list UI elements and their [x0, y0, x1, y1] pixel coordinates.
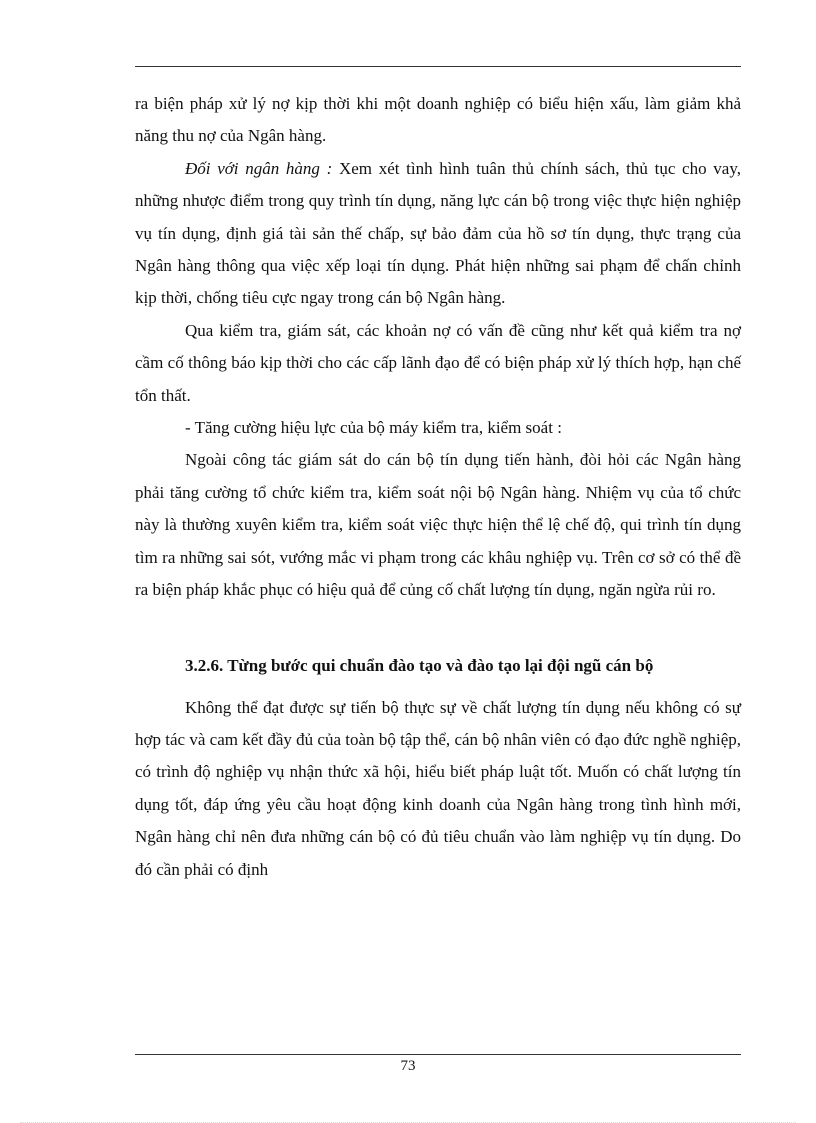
page-number: 73 — [400, 1058, 416, 1074]
paragraph-text: Xem xét tình hình tuân thủ chính sách, thủ tục cho vay, những nhược điểm trong quy trình tín dụng, năng lực cán bộ trong việc thực hiện nghiệp vụ tín dụng, định giá tài sản thế chấp, sự bảo đảm của hồ sơ tín dụng, thực trạng của Ngân hàng thông qua việc xếp loại tín dụng. Phát hiện những sai phạm để chấn chỉnh kịp thời, chống tiêu cực ngay trong cán bộ Ngân hàng. — [135, 158, 741, 308]
header-rule — [135, 66, 741, 67]
body-paragraph — [135, 153, 741, 315]
section-heading: 3.2.6. Từng bước qui chuẩn đào tạo và đào tạo lại đội ngũ cán bộ — [185, 655, 654, 675]
body-paragraph: Ngoài công tác giám sát do cán bộ tín dụng tiến hành, đòi hỏi các Ngân hàng phải tăng cường tổ chức kiểm tra, kiểm soát nội bộ Ngân hàng. Nhiệm vụ của tổ chức này là thường xuyên kiểm tra, kiểm soát việc thực hiện thể lệ chế độ, qui trình tín dụng tìm ra những sai sót, vướng mắc vi phạm trong các khâu nghiệp vụ. Trên cơ sở có thể đề ra biện pháp khắc phục có hiệu quả để củng cố chất lượng tín dụng, ngăn ngừa rủi ro. — [135, 450, 741, 600]
footer-rule — [135, 1054, 741, 1055]
paragraph-lead: Đối với ngân hàng : — [185, 158, 333, 178]
body-paragraph: Qua kiểm tra, giám sát, các khoản nợ có vấn đề cũng như kết quả kiểm tra nợ cầm cố thông báo kịp thời cho các cấp lãnh đạo để có biện pháp xử lý thích hợp, hạn chế tổn thất. — [135, 320, 741, 405]
body-paragraph: ra biện pháp xử lý nợ kịp thời khi một doanh nghiệp có biểu hiện xấu, làm giảm khả năng thu nợ của Ngân hàng. — [135, 94, 741, 146]
section-spacer — [135, 607, 741, 650]
body-paragraph: Không thể đạt được sự tiến bộ thực sự về chất lượng tín dụng nếu không có sự hợp tác và cam kết đầy đủ của toàn bộ tập thể, cán bộ nhân viên có đạo đức nghề nghiệp, có trình độ nghiệp vụ nhận thức xã hội, hiểu biết pháp luật tốt. Muốn có chất lượng tín dụng tốt, đáp ứng yêu cầu hoạt động kinh doanh của Ngân hàng trong tình hình mới, Ngân hàng chỉ nên đưa những cán bộ có đủ tiêu chuẩn vào làm nghiệp vụ tín dụng. Do đó cần phải có định — [135, 697, 741, 879]
bullet-line: - Tăng cường hiệu lực của bộ máy kiểm tra, kiểm soát : — [185, 418, 562, 438]
page-body — [135, 88, 741, 886]
